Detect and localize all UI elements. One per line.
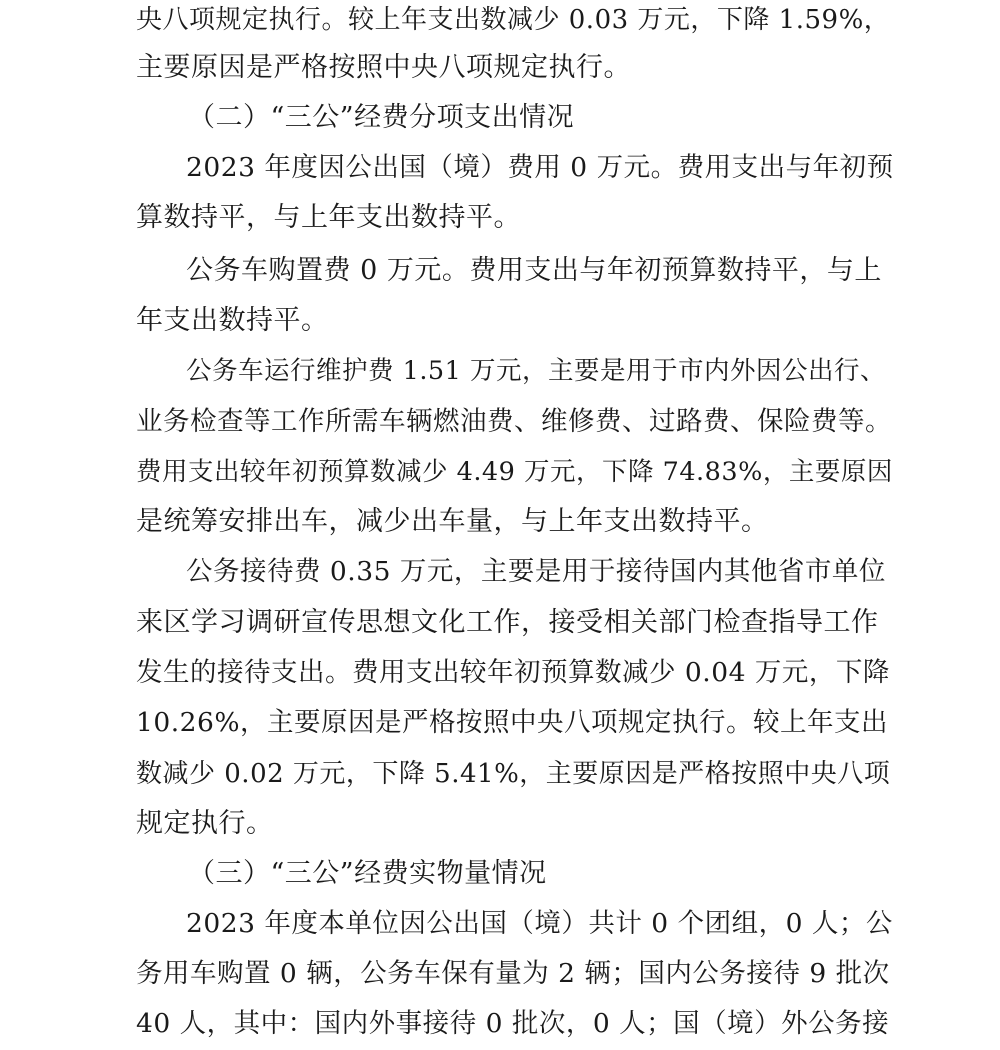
text-line: 主要原因是严格按照中央八项规定执行。 <box>136 52 631 83</box>
paragraph-first-line: 公务接待费 0.35 万元，主要是用于接待国内其他省市单位 <box>186 556 886 587</box>
text-line: 40 人，其中：国内外事接待 0 批次，0 人；国（境）外公务接 <box>136 1008 890 1039</box>
section-heading: （二）“三公”经费分项支出情况 <box>188 102 575 133</box>
paragraph-first-line: 公务车购置费 0 万元。费用支出与年初预算数持平，与上 <box>186 255 882 286</box>
text-line: 业务检查等工作所需车辆燃油费、维修费、过路费、保险费等。 <box>136 406 892 437</box>
paragraph-first-line: 2023 年度因公出国（境）费用 0 万元。费用支出与年初预 <box>186 152 894 183</box>
text-line: 费用支出较年初预算数减少 4.49 万元，下降 74.83%，主要原因 <box>136 457 893 487</box>
text-line: 是统筹安排出车，减少出车量，与上年支出数持平。 <box>136 506 769 537</box>
text-line: 央八项规定执行。较上年支出数减少 0.03 万元，下降 1.59%， <box>136 5 891 35</box>
text-line: 10.26%，主要原因是严格按照中央八项规定执行。较上年支出 <box>136 707 889 738</box>
text-line: 数减少 0.02 万元，下降 5.41%，主要原因是严格按照中央八项 <box>136 759 891 789</box>
text-line: 发生的接待支出。费用支出较年初预算数减少 0.04 万元，下降 <box>136 657 890 688</box>
text-line: 算数持平，与上年支出数持平。 <box>136 202 521 233</box>
text-line: 来区学习调研宣传思想文化工作，接受相关部门检查指导工作 <box>136 607 879 638</box>
text-line: 年支出数持平。 <box>136 305 329 336</box>
text-line: 规定执行。 <box>136 808 274 839</box>
paragraph-first-line: 2023 年度本单位因公出国（境）共计 0 个团组，0 人；公 <box>186 908 893 939</box>
text-line: 务用车购置 0 辆，公务车保有量为 2 辆；国内公务接待 9 批次 <box>136 958 890 989</box>
paragraph-first-line: 公务车运行维护费 1.51 万元，主要是用于市内外因公出行、 <box>186 356 886 386</box>
section-heading: （三）“三公”经费实物量情况 <box>188 858 547 889</box>
